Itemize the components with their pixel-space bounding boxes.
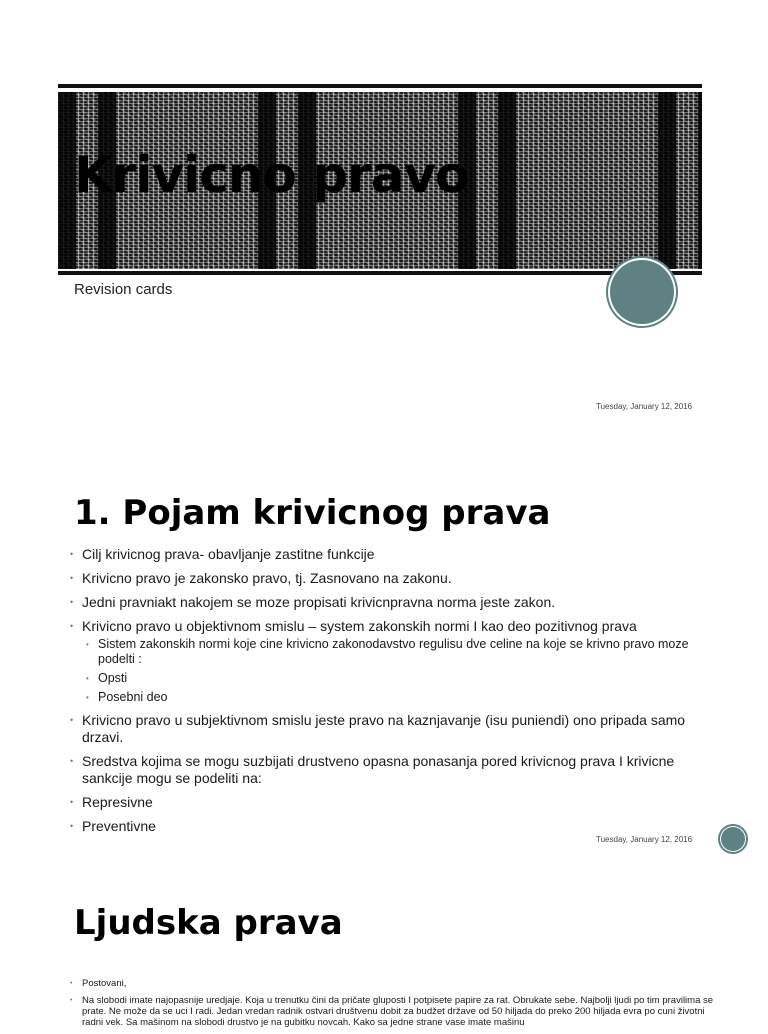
list-item: • Represivne [70,794,710,811]
slide-title: Krivicno pravo [74,146,469,204]
title-banner [58,84,702,277]
list-item: • Postovani, [70,978,720,989]
list-item: • Cilj krivicnog prava- obavljanje zastitne funkcije [70,546,710,563]
list-item: • Krivicno pravo u subjektivnom smislu jeste pravo na kaznjavanje (isu puniendi) ono pripada samo drzavi. [70,712,710,746]
list-item: • Preventivne [70,818,710,835]
bullet-list [70,546,710,842]
slide-date: Tuesday, January 12, 2016 [596,835,693,844]
slide-heading: Ljudska prava [74,903,343,943]
content-slide-ljudska-prava [0,864,768,1028]
slide-subtitle: Revision cards [74,281,173,298]
list-item-text: Krivicno pravo u objektivnom smislu – system zakonskih normi I kao deo pozitivnog prava [82,618,637,634]
slide-heading: 1. Pojam krivicnog prava [74,493,551,533]
title-slide [0,0,768,432]
banner-bottom-rule [58,271,702,275]
list-item: • Jedni pravniakt nakojem se moze propisati krivicnpravna norma jeste zakon. [70,594,710,611]
bullet-list [70,978,720,1034]
slide-date: Tuesday, January 12, 2016 [596,402,693,411]
sub-list-item: • Posebni deo [86,690,710,705]
list-item: • Sredstva kojima se mogu suzbijati drustveno opasna ponasanja pored krivicnog prava I krivicne sankcije mogu se podeliti na: [70,753,710,787]
content-slide-pojam [0,432,768,864]
sub-list-item: • Opsti [86,671,710,686]
banner-top-rule [58,84,702,88]
sub-list-item: • Sistem zakonskih normi koje cine krivicno zakonodavstvo regulisu dve celine na koje se krivno pravo moze podelti : [86,637,710,667]
list-item: • Na slobodi imate najopasnije uredjaje. Koja u trenutku čini da pričate gluposti I potpisete papire za rat. Obrukate sebe. Najbolji ljudi po tim pravilima se prate. Ne može da se uci I radi. Jedan vredan radnik ostvari društvenu dobit za budžet države od 50 hiljada do preko 200 hiljada evra po cuni životni radni vek. Sa mašinom na slobodi drustvo je na gubitku novcah. Kako sa jedne strane vase imate mašinu [70,995,720,1028]
decorative-circle-small [721,827,745,851]
sub-bullet-list [82,637,710,705]
list-item [70,618,710,705]
list-item: • Krivicno pravo je zakonsko pravo, tj. Zasnovano na zakonu. [70,570,710,587]
decorative-circle [610,260,674,324]
